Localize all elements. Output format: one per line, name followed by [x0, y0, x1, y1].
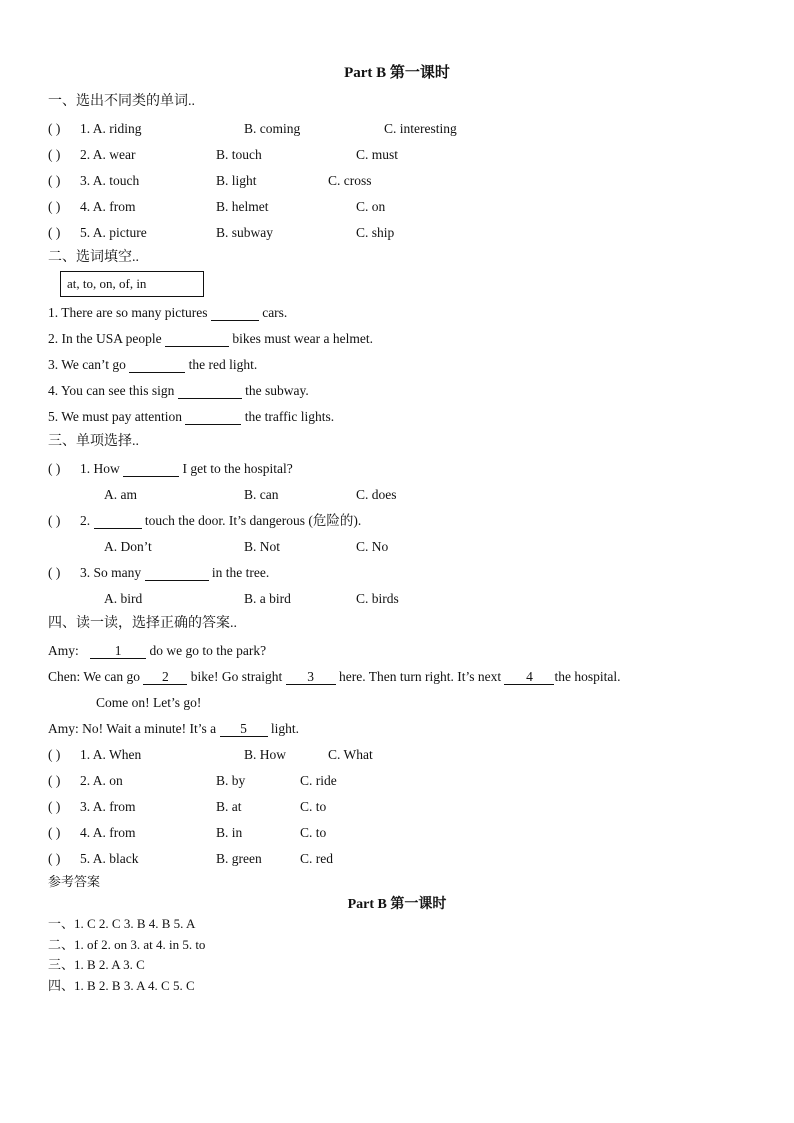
option-c: C. What	[328, 747, 373, 762]
answer-paren[interactable]: ( )	[48, 121, 61, 136]
section4-item	[48, 798, 327, 816]
answer-paren[interactable]: ( )	[48, 773, 61, 788]
dialog-line	[48, 720, 299, 738]
question-text: 2. A. wear	[80, 147, 136, 162]
question-end: in the tree.	[211, 565, 270, 580]
option-c: C. interesting	[384, 121, 457, 136]
sentence-start: 4. You can see this sign	[48, 383, 175, 398]
sentence-end: the traffic lights.	[244, 409, 335, 424]
section2-heading: 二、选词填空..	[48, 250, 139, 265]
blank[interactable]	[129, 358, 185, 373]
option-c: C. on	[356, 199, 386, 214]
question-text: 2. A. on	[80, 773, 123, 788]
answer-paren[interactable]: ( )	[48, 799, 61, 814]
option-b: B. by	[216, 773, 246, 788]
option-c: C. No	[356, 539, 389, 554]
question-start: 2.	[80, 513, 91, 528]
blank[interactable]	[123, 462, 179, 477]
dialog-line	[48, 668, 620, 686]
numbered-blank[interactable]: 3	[286, 670, 336, 685]
section1-heading: 一、选出不同类的单词..	[48, 94, 195, 109]
blank[interactable]	[185, 410, 241, 425]
question-text: 3. A. from	[80, 799, 136, 814]
speaker-amy: Amy:	[48, 721, 79, 736]
blank[interactable]	[165, 332, 229, 347]
option-c: C. ship	[356, 225, 395, 240]
mc-question	[48, 460, 293, 478]
sentence-start: 5. We must pay attention	[48, 409, 183, 424]
blank[interactable]	[94, 514, 142, 529]
option-b: B. Not	[244, 539, 281, 554]
section4-heading: 四、读一读，选择正确的答案..	[48, 616, 237, 631]
blank[interactable]	[211, 306, 259, 321]
answer-line: 二、1. of 2. on 3. at 4. in 5. to	[48, 937, 206, 952]
sentence-start: 3. We can’t go	[48, 357, 126, 372]
dialog-text: light.	[270, 721, 300, 736]
answer-paren[interactable]: ( )	[48, 147, 61, 162]
question-text: 3. A. touch	[80, 173, 140, 188]
section4-item	[48, 772, 337, 790]
speaker-amy: Amy:	[48, 643, 79, 658]
section1-item	[48, 224, 395, 242]
fill-blank-item	[48, 356, 257, 374]
dialog-line: Come on! Let’s go!	[96, 695, 202, 710]
numbered-blank[interactable]: 1	[90, 644, 146, 659]
dialog-line	[48, 642, 266, 660]
speaker-chen: Chen:	[48, 669, 81, 684]
answer-line: 四、1. B 2. B 3. A 4. C 5. C	[48, 978, 195, 993]
fill-blank-item	[48, 304, 287, 322]
option-c: C. must	[356, 147, 399, 162]
sentence-end: the red light.	[188, 357, 258, 372]
option-c: C. cross	[328, 173, 372, 188]
answer-paren[interactable]: ( )	[48, 225, 61, 240]
answer-paren[interactable]: ( )	[48, 565, 61, 580]
answer-line: 一、1. C 2. C 3. B 4. B 5. A	[48, 916, 196, 931]
section3-heading: 三、单项选择..	[48, 434, 139, 449]
dialog-text: bike! Go straight	[190, 669, 283, 684]
sentence-start: 1. There are so many pictures	[48, 305, 208, 320]
section4-item	[48, 746, 373, 764]
option-b: B. coming	[244, 121, 301, 136]
answer-paren[interactable]: ( )	[48, 199, 61, 214]
fill-blank-item	[48, 330, 373, 348]
section4-item	[48, 850, 333, 868]
blank[interactable]	[145, 566, 209, 581]
mc-question	[48, 512, 361, 530]
option-c: C. birds	[356, 591, 399, 606]
question-text: 4. A. from	[80, 199, 136, 214]
option-c: C. red	[300, 851, 333, 866]
fill-blank-item	[48, 408, 334, 426]
sentence-start: 2. In the USA people	[48, 331, 162, 346]
option-b: B. touch	[216, 147, 262, 162]
numbered-blank[interactable]: 5	[220, 722, 268, 737]
answer-paren[interactable]: ( )	[48, 851, 61, 866]
answer-paren[interactable]: ( )	[48, 825, 61, 840]
section1-item	[48, 146, 399, 164]
answer-key-label: 参考答案	[48, 874, 101, 889]
dialog-text: here. Then turn right. It’s next	[339, 669, 502, 684]
answer-paren[interactable]: ( )	[48, 461, 61, 476]
option-c: C. to	[300, 799, 327, 814]
question-text: 5. A. picture	[80, 225, 147, 240]
dialog-text: No! Wait a minute! It’s a	[82, 721, 217, 736]
sentence-end: bikes must wear a helmet.	[232, 331, 373, 346]
dialog-text: We can go	[83, 669, 141, 684]
sentence-end: cars.	[262, 305, 288, 320]
option-a: A. bird	[104, 591, 143, 606]
option-b: B. helmet	[216, 199, 269, 214]
numbered-blank[interactable]: 4	[504, 670, 554, 685]
option-b: B. in	[216, 825, 243, 840]
question-start: 3. So many	[80, 565, 142, 580]
question-end: touch the door. It’s dangerous (危险的).	[144, 513, 362, 528]
page-title: Part B 第一课时	[344, 65, 450, 81]
option-b: B. light	[216, 173, 257, 188]
option-c: C. does	[356, 487, 397, 502]
option-b: B. at	[216, 799, 242, 814]
numbered-blank[interactable]: 2	[143, 670, 187, 685]
question-text: 1. A. When	[80, 747, 142, 762]
option-a: A. am	[104, 487, 137, 502]
option-c: C. ride	[300, 773, 337, 788]
blank[interactable]	[178, 384, 242, 399]
option-b: B. How	[244, 747, 287, 762]
question-text: 5. A. black	[80, 851, 139, 866]
option-b: B. green	[216, 851, 262, 866]
question-text: 1. A. riding	[80, 121, 142, 136]
option-a: A. Don’t	[104, 539, 152, 554]
sentence-end: the subway.	[245, 383, 309, 398]
section4-item	[48, 824, 327, 842]
dialog-text: do we go to the park?	[149, 643, 267, 658]
question-end: I get to the hospital?	[182, 461, 293, 476]
answer-key-title: Part B 第一课时	[347, 897, 447, 912]
answer-paren[interactable]: ( )	[48, 513, 61, 528]
question-start: 1. How	[80, 461, 120, 476]
section1-item	[48, 198, 386, 216]
answer-paren[interactable]: ( )	[48, 173, 61, 188]
option-c: C. to	[300, 825, 327, 840]
option-b: B. a bird	[244, 591, 291, 606]
mc-question	[48, 564, 269, 582]
section1-item	[48, 172, 372, 190]
word-bank-box: at, to, on, of, in	[60, 271, 204, 297]
answer-line: 三、1. B 2. A 3. C	[48, 957, 145, 972]
dialog-text: the hospital.	[554, 669, 621, 684]
question-text: 4. A. from	[80, 825, 136, 840]
option-b: B. can	[244, 487, 279, 502]
section1-item	[48, 120, 457, 138]
option-b: B. subway	[216, 225, 273, 240]
answer-paren[interactable]: ( )	[48, 747, 61, 762]
fill-blank-item	[48, 382, 309, 400]
